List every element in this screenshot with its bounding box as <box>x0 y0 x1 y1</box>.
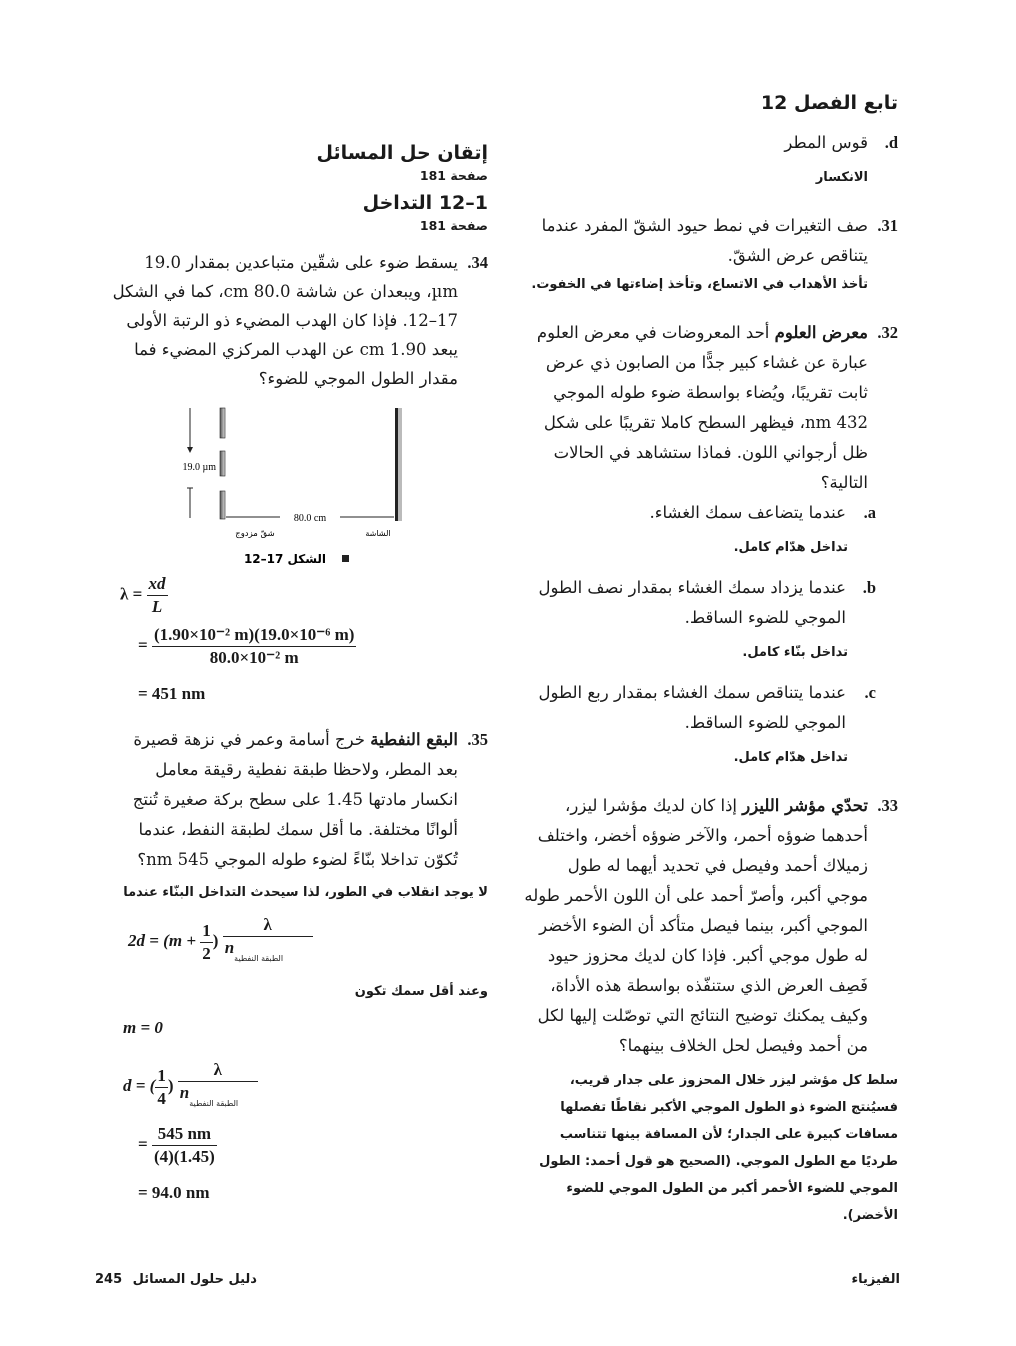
left-column <box>108 140 488 1204</box>
equation-wavelength: λ = $\frac{xd}{L}$ <box>120 574 166 616</box>
screen-label: الشاشة <box>365 529 391 538</box>
figure-container <box>108 403 488 571</box>
question-32c-answer: تداخل هدّام كامل. <box>733 750 848 765</box>
chapter-title: تابع الفصل 12 <box>760 92 898 114</box>
minimum-thickness-note: وعند أقل سمك تكون <box>354 984 488 999</box>
question-31: 31. صف التغيرات في نمط حيود الشقّ المفرد عندما يتناقص عرض الشقّ. <box>541 216 898 265</box>
double-slit-label: شقّ مزدوج <box>235 529 275 539</box>
screen <box>395 408 398 521</box>
page-number: 245 <box>95 1272 123 1287</box>
question-32c: c. عندما يتناقص سمك الغشاء بمقدار ربع الطول الموجي للضوء الساقط. <box>538 683 876 732</box>
right-column <box>522 90 898 1229</box>
equation-thickness: d = ( $\frac{1}{4}$ ) $\frac{\lambda}{n_{الطبقة النفطية}}$ <box>123 1059 488 1115</box>
slit-barrier <box>220 408 225 438</box>
double-slit-figure <box>160 403 420 571</box>
question-32a-answer: تداخل هدّام كامل. <box>733 540 848 555</box>
caption-square-icon <box>342 555 349 562</box>
item-d-answer: الانكسار <box>815 170 868 185</box>
equation-substitution: = $\frac{\text{(1.90×10⁻² m)(19.0×10⁻⁶ m)}}{\text{80.0×10⁻² m}}$ <box>138 625 355 667</box>
equation-thickness-result: = 94.0 nm <box>138 1183 210 1202</box>
footer-subject: الفيزياء <box>851 1272 900 1287</box>
item-d: d. قوس المطر <box>784 133 898 152</box>
page-reference: صفحة 181 <box>419 218 488 233</box>
question-32: 32. معرض العلوم أحد المعروضات في معرض العلوم عبارة عن غشاء كبير جدًّا من الصابون ذي عرض ثابت تقريبًا، ويُضاء بواسطة ضوء طوله الموجي 432 nm، فيظهر السطح كاملا تقريبًا على شكل ظل أرجواني اللون. فماذا ستشاهد في الحالات التالية؟ <box>536 323 898 492</box>
section-title: إتقان حل المسائل <box>316 142 488 164</box>
question-31-answer: تأخذ الأهداب في الاتساع، وتأخذ إضاءتها في الخفوت. <box>531 277 868 292</box>
equation-m-zero: m = 0 <box>123 1018 163 1037</box>
distance-label: 80.0 cm <box>293 513 327 524</box>
question-34: 34. يسقط ضوء على شقّين متباعدين بمقدار 19.0 µm، ويبعدان عن شاشة 80.0 cm، كما في الشكل 17–12. فإذا كان الهدب المضيء ذو الرتبة الأولى يبعد 1.90 cm عن الهدب المركزي المضيء فما مقدار الطول الموجي للضوء؟ <box>112 253 488 388</box>
question-35-answer: لا يوجد انقلاب في الطور، لذا سيحدث التداخل البنّاء عندما <box>123 885 488 900</box>
question-32b: b. عندما يزداد سمك الغشاء بمقدار نصف الطول الموجي للضوء الساقط. <box>538 578 876 627</box>
question-33: 33. تحدّي مؤشر الليزر إذا كان لديك مؤشرا ليزر، أحدهما ضوؤه أحمر، والآخر ضوؤه أخضر، واختلف زميلاك أحمد وفيصل في تحديد أيهما له طول موجي أكبر، وأصرّ أحمد على أن اللون الأحمر طوله الموجي أكبر، بينما فيصل متأكد أن الضوء الأخضر له طول موجي أكبر. فإذا كان لديك محزوز حيود فَصِف العرض الذي ستنفّذه بواسطة هذه الأداة، وكيف يمكنك توضيح النتائج التي توصّلت إليها لكل من أحمد وفيصل لحل الخلاف بينهما؟ <box>524 796 898 1055</box>
footer-guide: دليل حلول المسائل 245 <box>95 1272 257 1287</box>
question-32a: a. عندما يتضاعف سمك الغشاء. <box>649 503 876 522</box>
figure-caption: الشكل 17–12 <box>243 552 327 566</box>
equation-constructive: 2d = (m + $\frac{1}{2}$ ) $\frac{\lambda}{n_{الطبقة النفطية}}$ <box>128 914 488 970</box>
question-32b-answer: تداخل بنّاء كامل. <box>742 645 848 660</box>
subsection-title: 1–12 التداخل <box>362 192 488 214</box>
page-reference: صفحة 181 <box>419 168 488 183</box>
question-33-answer: سلط كل مؤشر ليزر خلال المحزوز على جدار قريب، فسيُنتج الضوء ذو الطول الموجي الأكبر نقاطًا تفصلها مسافات كبيرة على الجدار؛ لأن المسافة بينها تتناسب طرديًا مع الطول الموجي. (الصحيح هو قول أحمد: الطول الموجي للضوء الأحمر أكبر من الطول الموجي للضوء الأخضر). <box>539 1073 898 1223</box>
equation-result: = 451 nm <box>138 684 206 703</box>
question-35: 35. البقع النفطية خرج أسامة وعمر في نزهة قصيرة بعد المطر، ولاحظا طبقة نفطية رقيقة معامل انكسار مادتها 1.45 على سطح بركة صغيرة تُنتج ألوانًا مختلفة. ما أقل سمك لطبقة النفط، عندما تُكوّن تداخلا بنّاءً لضوء طوله الموجي 545 nm؟ <box>132 730 488 869</box>
equation-thickness-substitution: = $\frac{545 nm}{(4)(1.45)}$ <box>138 1124 215 1166</box>
slit-spacing-label: 19.0 µm <box>182 462 216 473</box>
